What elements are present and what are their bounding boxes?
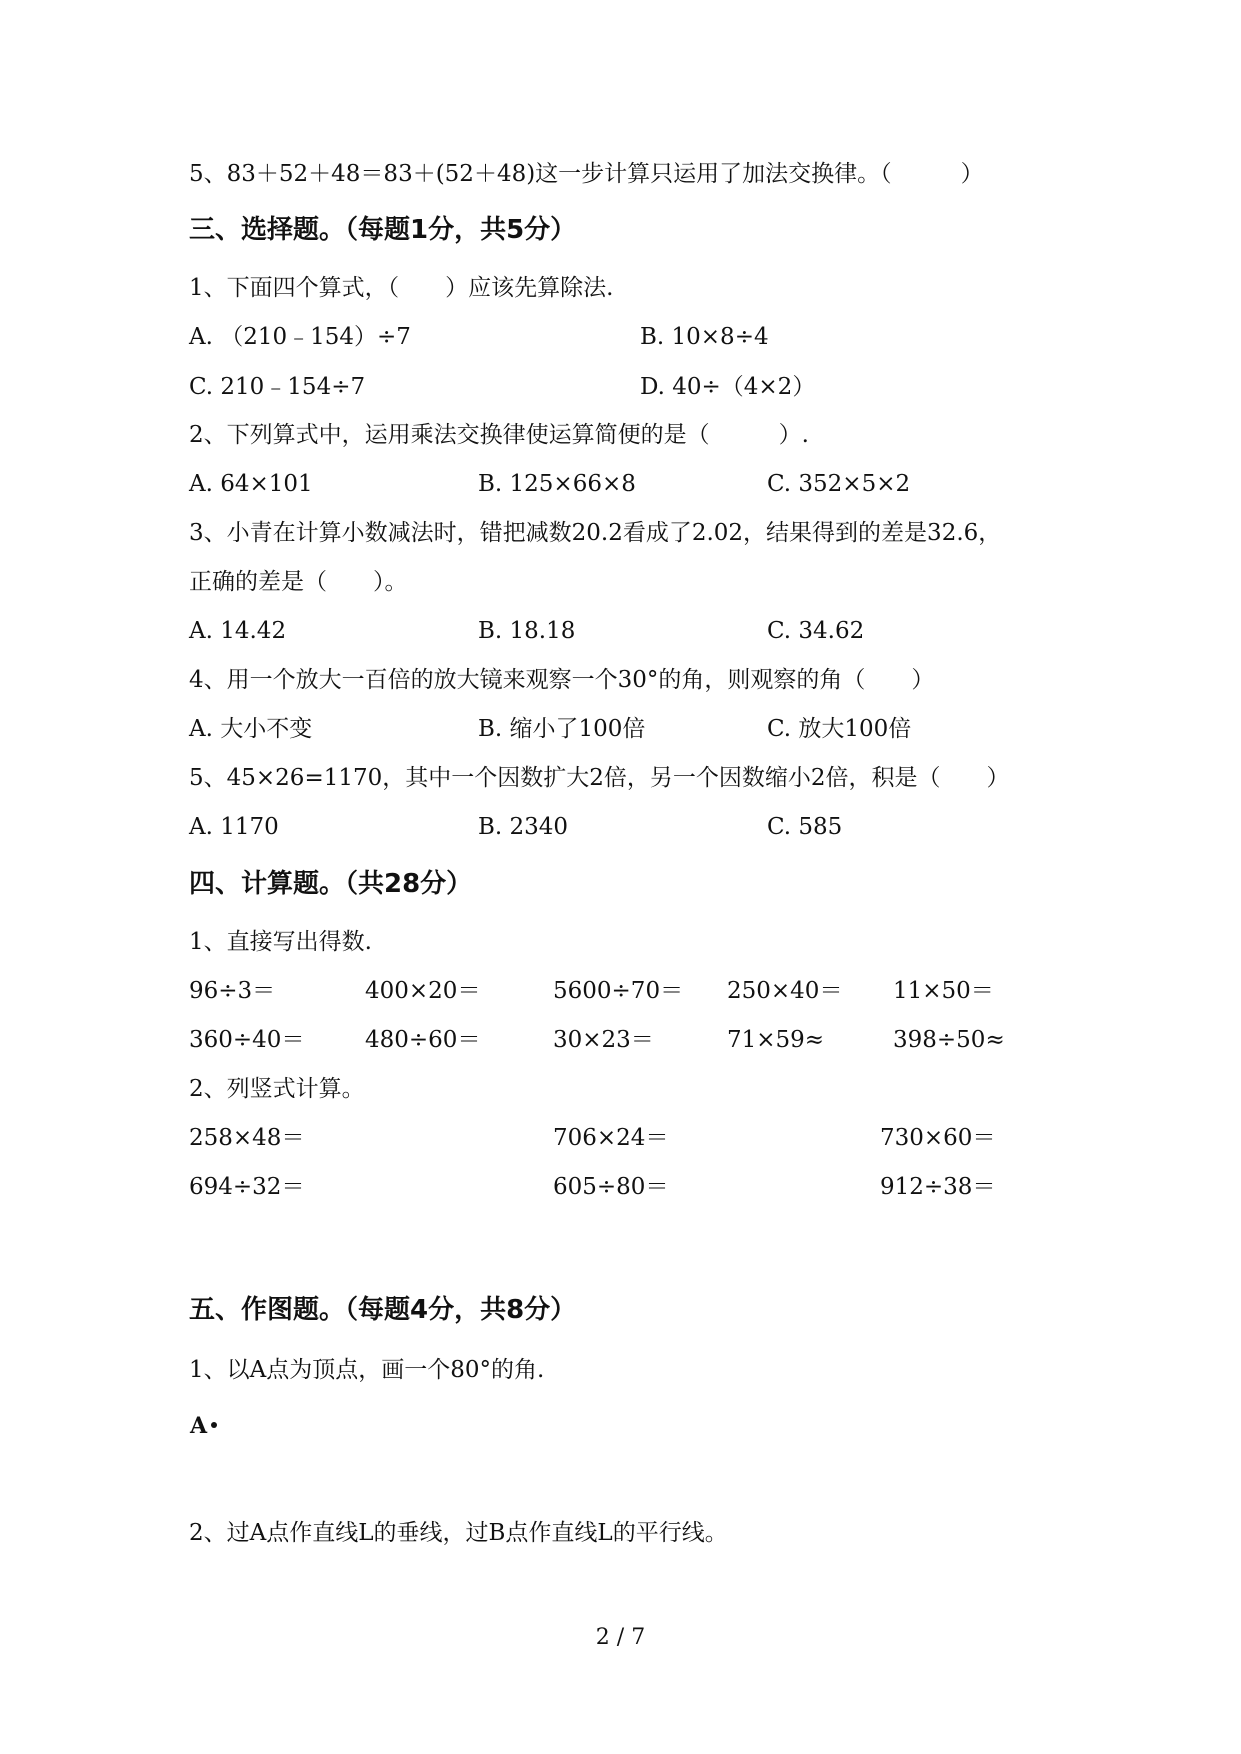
section-heading-choice: 三、选择题。（每题1分，共5分）	[189, 215, 577, 245]
choice-q5-option-c: C. 585	[767, 814, 843, 840]
choice-q4-option-b: B. 缩小了100倍	[478, 716, 646, 742]
judge-question-5: 5、83＋52＋48＝83＋(52＋48)这一步计算只运用了加法交换律。（ ）	[189, 161, 984, 187]
choice-q2-option-c: C. 352×5×2	[767, 471, 911, 497]
choice-q4-option-a: A. 大小不变	[189, 716, 313, 742]
choice-q5-option-a: A. 1170	[189, 814, 279, 840]
calc-q1-item: 360÷40＝	[189, 1027, 305, 1053]
calc-q1-item: 400×20＝	[365, 978, 481, 1004]
choice-q1-option-a: A. （210﹣154）÷7	[189, 324, 411, 350]
calc-q1-item: 250×40＝	[727, 978, 843, 1004]
choice-q1-option-b: B. 10×8÷4	[640, 324, 769, 350]
choice-q2-option-a: A. 64×101	[189, 471, 313, 497]
choice-q4-stem: 4、用一个放大一百倍的放大镜来观察一个30°的角，则观察的角（ ）	[189, 667, 935, 693]
page-number: 2 / 7	[595, 1625, 646, 1650]
choice-q3-option-c: C. 34.62	[767, 618, 865, 644]
draw-q2-stem: 2、过A点作直线L的垂线，过B点作直线L的平行线。	[189, 1520, 728, 1546]
calc-q2-item: 258×48＝	[189, 1125, 305, 1151]
choice-q3-stem-line2: 正确的差是（ ）。	[189, 569, 408, 595]
calc-q2-item: 605÷80＝	[553, 1174, 669, 1200]
choice-q2-stem: 2、下列算式中，运用乘法交换律使运算简便的是（ ）.	[189, 422, 809, 448]
calc-q1-item: 398÷50≈	[893, 1027, 1005, 1053]
choice-q3-option-a: A. 14.42	[189, 618, 287, 644]
draw-q1-stem: 1、以A点为顶点，画一个80°的角.	[189, 1357, 545, 1383]
calc-q2-item: 694÷32＝	[189, 1174, 305, 1200]
calc-q2-item: 912÷38＝	[880, 1174, 996, 1200]
choice-q5-option-b: B. 2340	[478, 814, 569, 840]
calc-q1-stem: 1、直接写出得数.	[189, 929, 372, 955]
calc-q1-item: 96÷3＝	[189, 978, 276, 1004]
calc-q1-item: 71×59≈	[727, 1027, 825, 1053]
calc-q1-item: 30×23＝	[553, 1027, 654, 1053]
choice-q3-option-b: B. 18.18	[478, 618, 576, 644]
calc-q2-item: 730×60＝	[880, 1125, 996, 1151]
point-a-label: A	[190, 1413, 208, 1439]
calc-q1-item: 11×50＝	[893, 978, 994, 1004]
choice-q4-option-c: C. 放大100倍	[767, 716, 912, 742]
calc-q2-item: 706×24＝	[553, 1125, 669, 1151]
choice-q1-option-c: C. 210﹣154÷7	[189, 374, 366, 400]
section-heading-calculation: 四、计算题。（共28分）	[189, 869, 473, 899]
calc-q1-item: 480÷60＝	[365, 1027, 481, 1053]
choice-q1-option-d: D. 40÷（4×2）	[640, 374, 816, 400]
choice-q2-option-b: B. 125×66×8	[478, 471, 636, 497]
choice-q1-stem: 1、下面四个算式，（ ）应该先算除法.	[189, 275, 614, 301]
calc-q1-item: 5600÷70＝	[553, 978, 684, 1004]
choice-q3-stem-line1: 3、小青在计算小数减法时，错把减数20.2看成了2.02，结果得到的差是32.6，	[189, 520, 1002, 546]
calc-q2-stem: 2、列竖式计算。	[189, 1076, 365, 1102]
choice-q5-stem: 5、45×26=1170，其中一个因数扩大2倍，另一个因数缩小2倍，积是（ ）	[189, 765, 1010, 791]
point-a-dot	[211, 1422, 217, 1428]
section-heading-drawing: 五、作图题。（每题4分，共8分）	[189, 1295, 577, 1325]
